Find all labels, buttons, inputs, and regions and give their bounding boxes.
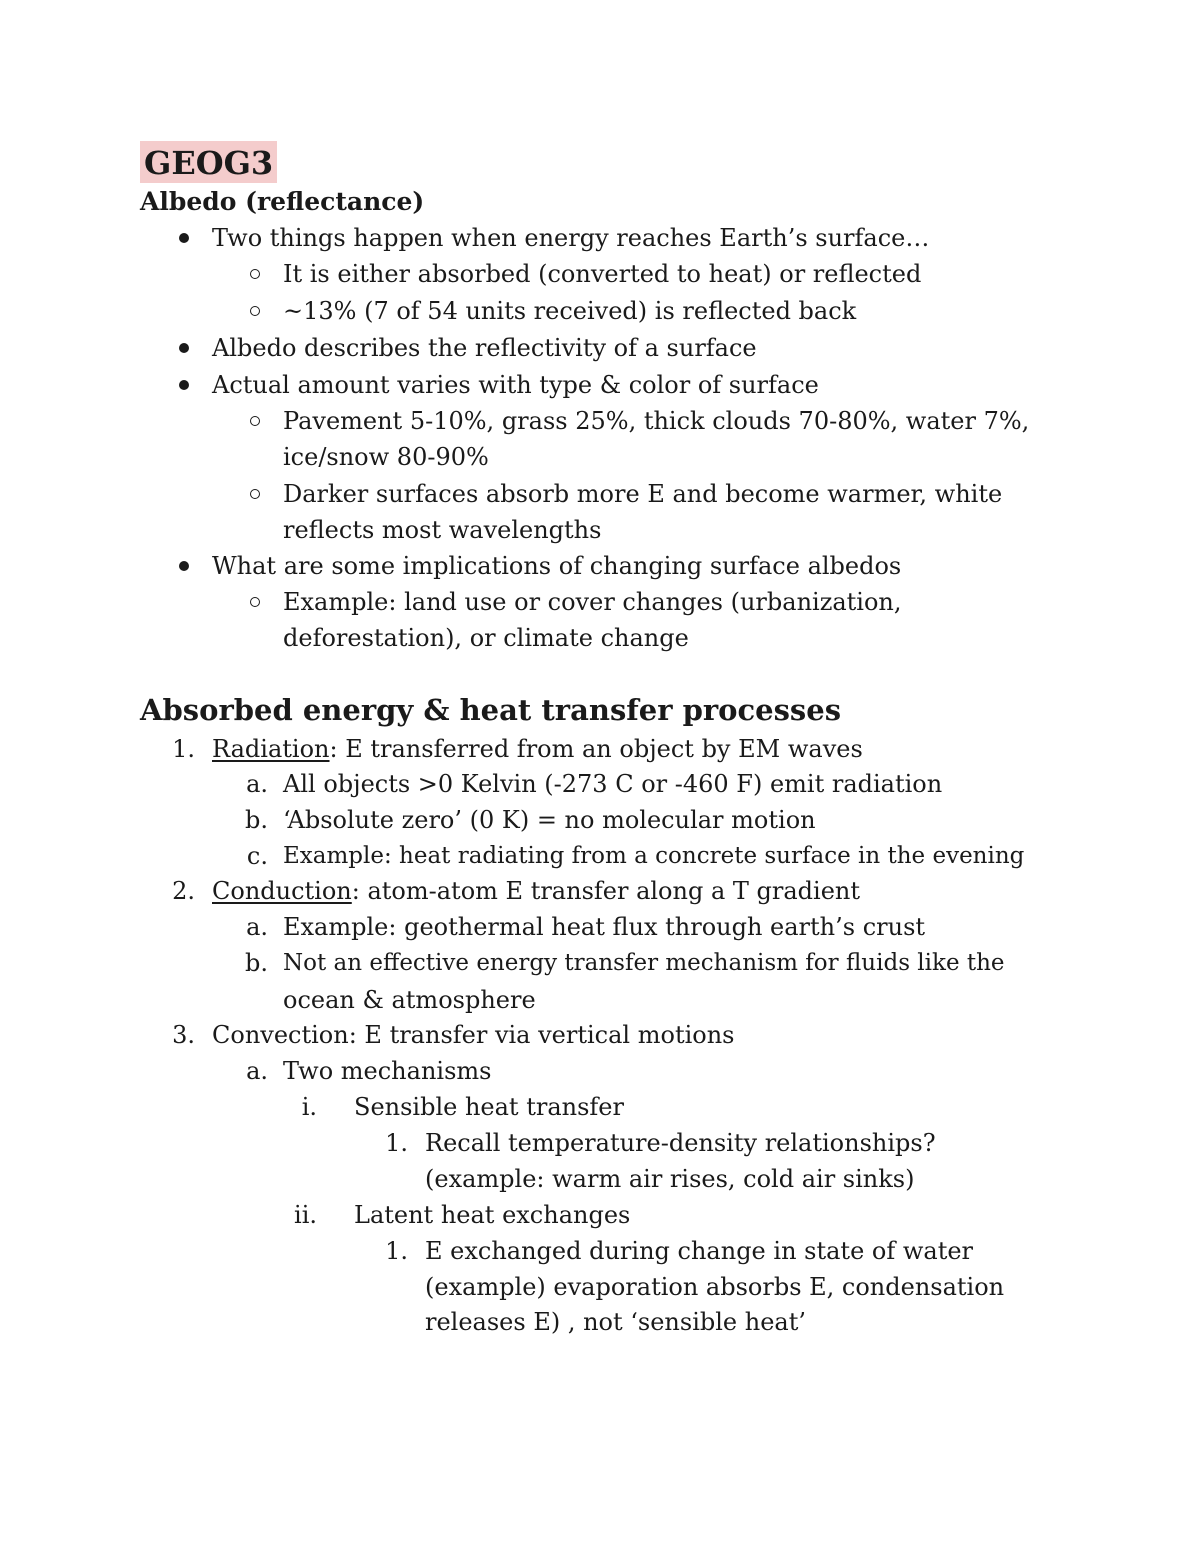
list-item: Example: geothermal heat flux through earth’s crust [283, 913, 926, 941]
list-item: Pavement 5-10%, grass 25%, thick clouds 70-80%, water 7%, [283, 407, 1030, 435]
list-item-continuation: (example) evaporation absorbs E, condensation [425, 1273, 1005, 1301]
hollow-bullet-icon [250, 269, 260, 279]
bullet-icon [179, 343, 189, 353]
list-item: Two things happen when energy reaches Earth’s surface… [212, 224, 930, 252]
list-marker: 1. [385, 1237, 408, 1265]
list-marker: 3. [172, 1021, 195, 1049]
list-marker: i. [301, 1093, 317, 1121]
list-marker: a. [246, 770, 268, 798]
list-item: E exchanged during change in state of water [425, 1237, 974, 1265]
list-item [212, 733, 863, 765]
list-item: Recall temperature-density relationships? [425, 1129, 936, 1157]
term-radiation: Radiation [212, 735, 330, 763]
section-heading-albedo: Albedo (reflectance) [140, 187, 425, 216]
list-item: Darker surfaces absorb more E and become warmer, white [283, 480, 1003, 508]
list-item [212, 875, 860, 907]
page-title: GEOG3 [140, 141, 277, 183]
list-item: Example: land use or cover changes (urbanization, [283, 588, 902, 616]
list-item: Two mechanisms [283, 1057, 492, 1085]
list-item-continuation: reflects most wavelengths [283, 516, 602, 544]
list-item-continuation: (example: warm air rises, cold air sinks) [425, 1165, 915, 1193]
hollow-bullet-icon [250, 416, 260, 426]
list-item: ~13% (7 of 54 units received) is reflected back [283, 297, 857, 325]
list-item-continuation: releases E) , not ‘sensible heat’ [425, 1308, 806, 1336]
list-marker: a. [246, 913, 268, 941]
list-item: Actual amount varies with type & color of surface [212, 371, 819, 399]
list-item: Sensible heat transfer [354, 1093, 624, 1121]
list-marker: ii. [294, 1201, 317, 1229]
hollow-bullet-icon [250, 597, 260, 607]
list-item-continuation: ocean & atmosphere [283, 986, 536, 1014]
list-item: Not an effective energy transfer mechanism for fluids like the [283, 950, 1005, 976]
hollow-bullet-icon [250, 306, 260, 316]
list-item: ‘Absolute zero’ (0 K) = no molecular motion [283, 806, 816, 834]
list-item: Example: heat radiating from a concrete surface in the evening [283, 843, 1025, 869]
list-marker: b. [245, 806, 268, 834]
list-item: Latent heat exchanges [354, 1201, 631, 1229]
list-item: Albedo describes the reflectivity of a surface [212, 334, 757, 362]
bullet-icon [179, 561, 189, 571]
term-conduction: Conduction [212, 877, 352, 905]
list-marker: a. [246, 1057, 268, 1085]
list-item: All objects >0 Kelvin (-273 C or -460 F) emit radiation [283, 770, 943, 798]
list-item-text: : atom-atom E transfer along a T gradient [351, 877, 861, 905]
list-marker: 1. [385, 1129, 408, 1157]
list-item: It is either absorbed (converted to heat) or reflected [283, 260, 922, 288]
list-item-continuation: deforestation), or climate change [283, 624, 689, 652]
list-marker: c. [246, 842, 268, 870]
list-item-text: : E transferred from an object by EM waves [329, 735, 863, 763]
list-marker: 1. [172, 735, 195, 763]
section-heading-heat-transfer: Absorbed energy & heat transfer processes [140, 693, 842, 727]
list-marker: b. [245, 949, 268, 977]
bullet-icon [179, 233, 189, 243]
hollow-bullet-icon [250, 489, 260, 499]
list-item: Convection: E transfer via vertical motions [212, 1021, 735, 1049]
list-marker: 2. [172, 877, 195, 905]
bullet-icon [179, 380, 189, 390]
list-item: What are some implications of changing surface albedos [212, 552, 902, 580]
list-item-continuation: ice/snow 80-90% [283, 443, 489, 471]
